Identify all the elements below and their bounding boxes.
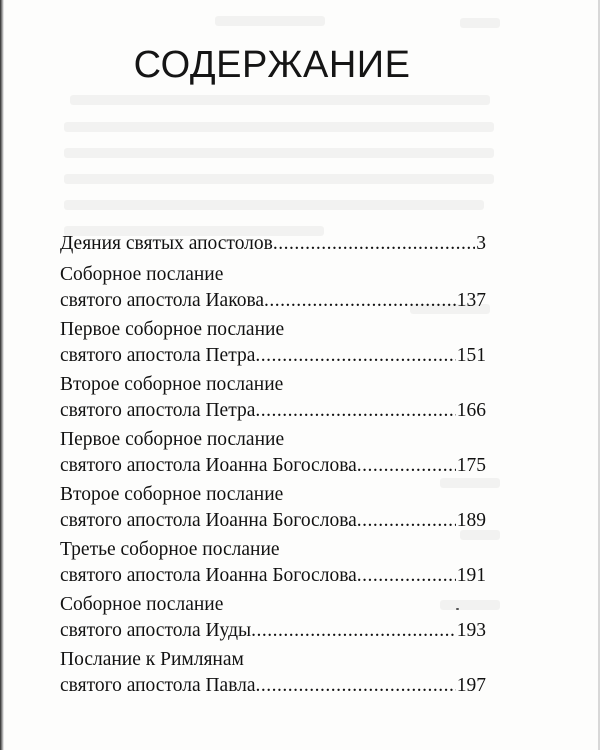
leader-dots — [273, 231, 475, 257]
toc-line — [60, 398, 486, 424]
toc-entry — [60, 537, 486, 589]
toc-line — [60, 618, 486, 644]
toc-entry-title: Первое соборное послание — [60, 319, 285, 340]
toc-entry-title: Послание к Римлянам — [60, 649, 244, 670]
leader-dots — [251, 618, 456, 644]
toc-entry — [60, 372, 486, 424]
toc-entry-title: Соборное послание — [60, 264, 224, 285]
toc-entry — [60, 262, 486, 314]
toc-line — [60, 231, 486, 257]
toc-page-number: 189 — [456, 510, 486, 531]
toc-entry-subtitle: святого апостола Павла — [60, 675, 256, 696]
toc-entry-title: Второе соборное послание — [60, 484, 284, 505]
toc-page-number: 191 — [456, 565, 486, 586]
toc-entry-subtitle: святого апостола Иоанна Богослова — [60, 565, 357, 586]
toc-line — [60, 372, 486, 398]
toc-line — [60, 508, 486, 534]
leader-dots — [264, 288, 456, 314]
toc-entry-subtitle: святого апостола Иоанна Богослова — [60, 510, 357, 531]
table-of-contents — [60, 231, 486, 702]
toc-line — [60, 453, 486, 479]
toc-entry-subtitle: святого апостола Петра — [60, 345, 256, 366]
toc-page-number: 3 — [476, 233, 486, 254]
toc-entry-subtitle: святого апостола Петра — [60, 400, 256, 421]
page-title: СОДЕРЖАНИЕ — [133, 44, 411, 86]
leader-dots — [357, 453, 456, 479]
toc-page-number: 137 — [456, 290, 486, 311]
toc-line — [60, 288, 486, 314]
toc-entry — [60, 317, 486, 369]
toc-entry — [60, 427, 486, 479]
toc-entry-title: Соборное послание — [60, 594, 224, 615]
toc-entry — [60, 231, 486, 257]
toc-line — [60, 482, 486, 508]
toc-entry-title: Первое соборное послание — [60, 429, 285, 450]
toc-line — [60, 647, 486, 673]
toc-entry-title: Деяния святых апостолов — [60, 233, 273, 254]
toc-entry-title: Третье соборное послание — [60, 539, 280, 560]
toc-line — [60, 317, 486, 343]
leader-dots — [255, 398, 455, 424]
leader-dots — [357, 508, 456, 534]
leader-dots — [255, 343, 455, 369]
toc-line — [60, 262, 486, 288]
toc-entry — [60, 647, 486, 699]
toc-entry — [60, 592, 486, 644]
toc-entry-title: Второе соборное послание — [60, 374, 284, 395]
toc-entry-subtitle: святого апостола Иакова — [60, 290, 265, 311]
toc-entry-subtitle: святого апостола Иоанна Богослова — [60, 455, 357, 476]
toc-line — [60, 563, 486, 589]
leader-dots — [256, 673, 456, 699]
toc-page-number: 175 — [456, 455, 486, 476]
toc-line — [60, 592, 486, 618]
leader-dots — [357, 563, 456, 589]
page-left-edge — [0, 0, 4, 750]
toc-page-number: 166 — [456, 400, 486, 421]
toc-entry-subtitle: святого апостола Иуды — [60, 620, 252, 641]
toc-line — [60, 673, 486, 699]
toc-page-number: 151 — [456, 345, 486, 366]
print-speck — [456, 608, 459, 610]
toc-entry — [60, 482, 486, 534]
toc-line — [60, 537, 486, 563]
toc-line — [60, 427, 486, 453]
toc-page-number: 193 — [456, 620, 486, 641]
toc-page-number: 197 — [456, 675, 486, 696]
toc-line — [60, 343, 486, 369]
